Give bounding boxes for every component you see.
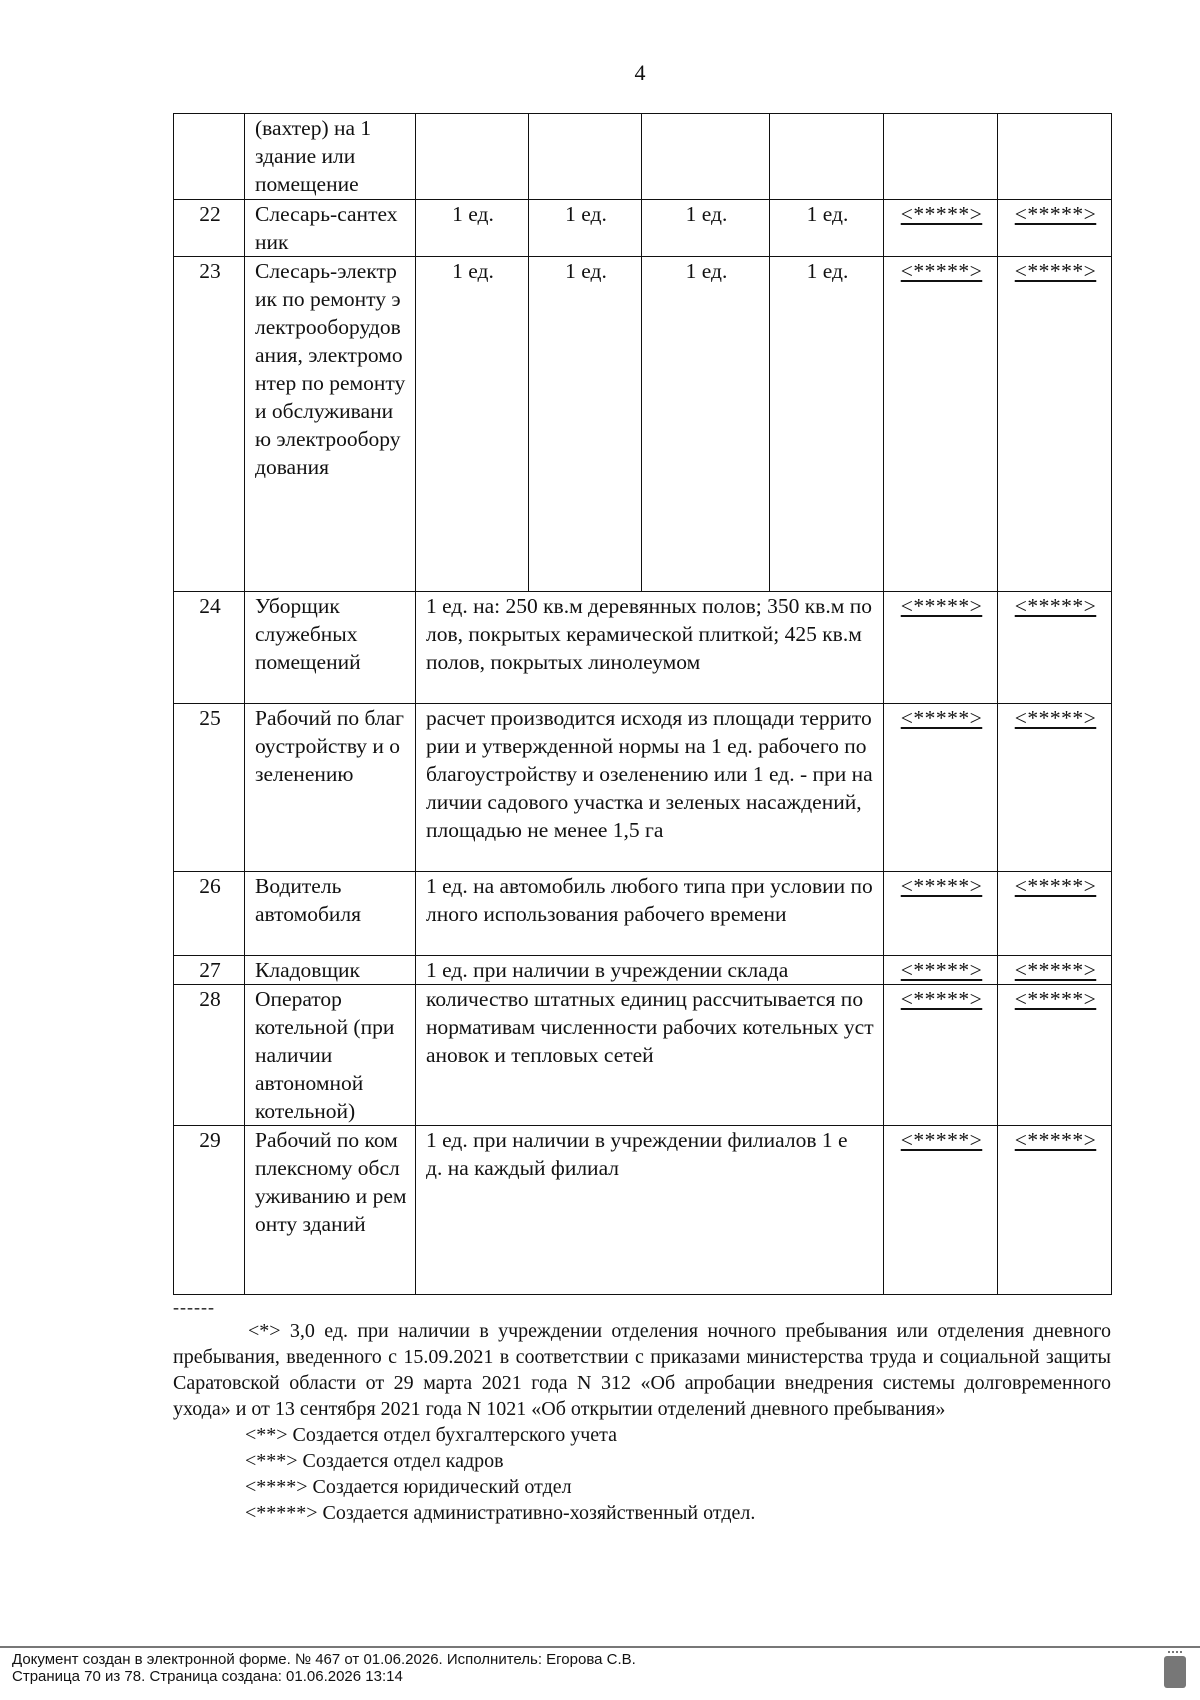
footnote-text: <*****> Создается административно-хозяйственный отдел. [245,1502,756,1524]
footnote-mark: <*****> [884,200,998,257]
norm-value: 1 ед. [642,257,770,592]
document-footer [0,1646,1200,1700]
footnote-mark: <*****> [884,257,998,592]
table-row [174,872,1112,956]
footnote-mark: <*****> [998,985,1112,1126]
row-number: 28 [174,985,245,1126]
norm-description: количество штатных единиц рассчитывается по нормативам численности рабочих котельных установок и тепловых сетей [416,985,884,1126]
table-row [174,592,1112,704]
footer-page-info: Страница 70 из 78. Страница создана: 01.06.2026 13:14 [12,1668,403,1685]
norm-value: 1 ед. [642,200,770,257]
footnote-mark [998,114,1112,200]
footnote-mark: <*****> [884,1126,998,1295]
footnote-mark: <*****> [998,592,1112,704]
row-number: 29 [174,1126,245,1295]
table-row [174,985,1112,1126]
footnote-mark: <*****> [884,592,998,704]
staff-table [173,113,1112,1295]
footnote-mark: <*****> [998,704,1112,872]
row-number: 22 [174,200,245,257]
footnote-text: <**> Создается отдел бухгалтерского учета [245,1424,618,1446]
footnote-text: <*> 3,0 ед. при наличии в учреждении отделения ночного пребывания или отделения дневного пребывания, введенного с 15.09.2021 в соответствии с приказами министерства труда и социальной защиты Саратовской области от 29 марта 2021 года N 312 «Об апробации внедрения системы долговременного ухода» и от 13 сентября 2021 года N 1021 «Об открытии отделений дневного пребывания» [173,1320,1111,1420]
norm-description: расчет производится исходя из площади территории и утвержденной нормы на 1 ед. рабочего по благоустройству и озеленению или 1 ед. - при наличии садового участка и зеленых насаждений, площадью не менее 1,5 га [416,704,884,872]
norm-description: 1 ед. на автомобиль любого типа при условии полного использования рабочего времени [416,872,884,956]
footnote-separator: ------ [173,1297,215,1317]
table-row [174,1126,1112,1295]
norm-value: 1 ед. [770,200,884,257]
norm-description: 1 ед. на: 250 кв.м деревянных полов; 350 кв.м полов, покрытых керамической плиткой; 425 кв.м полов, покрытых линолеумом [416,592,884,704]
norm-description: 1 ед. при наличии в учреждении филиалов 1 ед. на каждый филиал [416,1126,884,1295]
footnote-mark: <*****> [998,200,1112,257]
norm-value [770,114,884,200]
row-number: 23 [174,257,245,592]
footnote-mark [884,114,998,200]
footnote-mark: <*****> [884,985,998,1126]
row-number: 25 [174,704,245,872]
norm-description: 1 ед. при наличии в учреждении склада [416,956,884,985]
row-number [174,114,245,200]
row-number: 26 [174,872,245,956]
norm-value: 1 ед. [529,200,642,257]
norm-value [416,114,529,200]
norm-value: 1 ед. [416,257,529,592]
footnotes [173,1318,1111,1526]
norm-value [642,114,770,200]
position-title: Слесарь-электрик по ремонту электрооборудования, электромонтер по ремонту и обслуживанию электрооборудования [245,257,416,592]
table-row [174,956,1112,985]
norm-value: 1 ед. [416,200,529,257]
norm-value: 1 ед. [770,257,884,592]
footnote-mark: <*****> [998,956,1112,985]
position-title: Оператор котельной (при наличии автономной котельной) [245,985,416,1126]
page-number: 4 [634,60,646,85]
footnote-mark: <*****> [884,956,998,985]
norm-value [529,114,642,200]
footer-document-info: Документ создан в электронной форме. № 467 от 01.06.2026. Исполнитель: Егорова С.В. [12,1651,636,1668]
footnote-mark: <*****> [884,872,998,956]
footnote-text: <***> Создается отдел кадров [245,1450,504,1472]
position-title: Рабочий по комплексному обслуживанию и ремонту зданий [245,1126,416,1295]
position-title: Слесарь-сантехник [245,200,416,257]
norm-value: 1 ед. [529,257,642,592]
footnote-mark: <*****> [998,257,1112,592]
footnote-text: <****> Создается юридический отдел [245,1476,572,1498]
position-title: Водитель автомобиля [245,872,416,956]
row-number: 24 [174,592,245,704]
table-row [174,704,1112,872]
footnote-mark: <*****> [998,1126,1112,1295]
row-number: 27 [174,956,245,985]
document-stamp-icon [1164,1656,1186,1688]
footnote-mark: <*****> [998,872,1112,956]
table-row [174,200,1112,257]
table-row [174,257,1112,592]
table-row [174,114,1112,200]
position-title: Уборщик служебных помещений [245,592,416,704]
position-title: Кладовщик [245,956,416,985]
position-title: Рабочий по благоустройству и озеленению [245,704,416,872]
footnote-mark: <*****> [884,704,998,872]
position-title: (вахтер) на 1 здание или помещение [245,114,416,200]
